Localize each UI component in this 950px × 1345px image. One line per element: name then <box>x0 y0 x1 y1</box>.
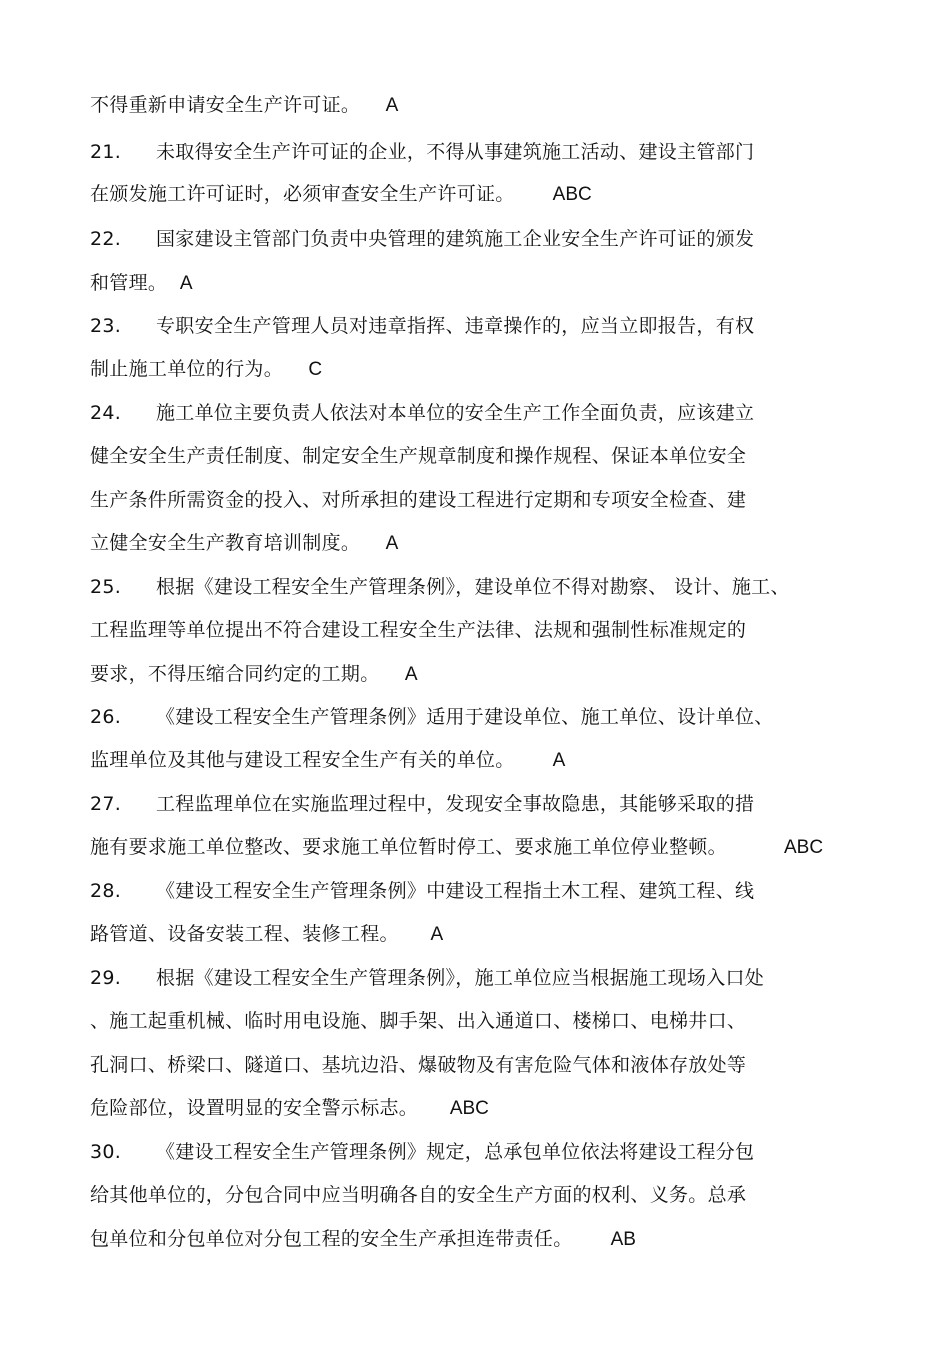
line-text: 制止施工单位的行为。 <box>90 358 284 380</box>
line-text: 《建设工程安全生产管理条例》中建设工程指土木工程、建筑工程、线 <box>156 880 755 902</box>
answer-key: ABC <box>552 184 592 205</box>
line-text: 《建设工程安全生产管理条例》规定，总承包单位依法将建设工程分包 <box>156 1141 755 1163</box>
text-line <box>90 530 920 557</box>
line-text: 路管道、设备安装工程、装修工程。 <box>90 923 399 945</box>
line-text: 在颁发施工许可证时，必须审查安全生产许可证。 <box>90 183 515 205</box>
text-line <box>90 617 920 643</box>
question-line <box>90 139 920 165</box>
line-text: 孔洞口、桥梁口、隧道口、基坑边沿、爆破物及有害危险气体和液体存放处等 <box>90 1054 747 1076</box>
question-number: 23. <box>90 315 122 337</box>
text-line <box>90 1182 920 1208</box>
line-text: 施有要求施工单位整改、要求施工单位暂时停工、要求施工单位停业整顿。 <box>90 836 727 858</box>
question-number: 26. <box>90 706 122 728</box>
text-line <box>90 181 920 208</box>
text-line <box>90 1095 920 1122</box>
line-text: 工程监理等单位提出不符合建设工程安全生产法律、法规和强制性标准规定的 <box>90 619 747 641</box>
question-line <box>90 1139 920 1165</box>
line-text: 、施工起重机械、临时用电设施、脚手架、出入通道口、楼梯口、电梯井口、 <box>90 1010 747 1032</box>
text-line <box>90 443 920 469</box>
question-number: 28. <box>90 880 122 902</box>
line-text: 根据《建设工程安全生产管理条例》，施工单位应当根据施工现场入口处 <box>156 967 765 989</box>
line-text: 《建设工程安全生产管理条例》适用于建设单位、施工单位、设计单位、 <box>156 706 774 728</box>
line-text: 给其他单位的，分包合同中应当明确各自的安全生产方面的权利、义务。总承 <box>90 1184 747 1206</box>
text-line <box>90 1226 920 1253</box>
line-text: 工程监理单位在实施监理过程中，发现安全事故隐患，其能够采取的措 <box>156 793 755 815</box>
answer-key: A <box>552 750 566 771</box>
line-text: 未取得安全生产许可证的企业，不得从事建筑施工活动、建设主管部门 <box>156 141 755 163</box>
line-text: 施工单位主要负责人依法对本单位的安全生产工作全面负责，应该建立 <box>156 402 755 424</box>
line-text: 要求，不得压缩合同约定的工期。 <box>90 663 380 685</box>
question-line <box>90 226 920 252</box>
answer-key: A <box>430 924 444 945</box>
text-line <box>90 487 920 513</box>
answer-key: ABC <box>783 837 824 858</box>
question-line <box>90 791 920 817</box>
question-line <box>90 704 920 730</box>
text-line <box>90 270 920 297</box>
question-number: 29. <box>90 967 122 989</box>
answer-key: A <box>404 664 418 685</box>
line-text: 健全安全生产责任制度、制定安全生产规章制度和操作规程、保证本单位安全 <box>90 445 747 467</box>
answer-key: A <box>179 273 193 294</box>
question-number: 30. <box>90 1141 122 1163</box>
line-text: 生产条件所需资金的投入、对所承担的建设工程进行定期和专项安全检查、建 <box>90 489 747 511</box>
answer-key: ABC <box>449 1098 489 1119</box>
answer-key: A <box>385 95 399 116</box>
text-line <box>90 1008 920 1034</box>
text-line <box>90 661 920 688</box>
question-line <box>90 965 920 991</box>
text-line <box>90 747 920 774</box>
question-line <box>90 400 920 426</box>
text-line <box>90 834 920 861</box>
answer-key: AB <box>610 1229 636 1250</box>
line-text: 立健全安全生产教育培训制度。 <box>90 532 361 554</box>
question-line <box>90 878 920 904</box>
answer-key: A <box>385 533 399 554</box>
text-line <box>90 921 920 948</box>
line-text: 包单位和分包单位对分包工程的安全生产承担连带责任。 <box>90 1228 573 1250</box>
line-text: 不得重新申请安全生产许可证。 <box>90 94 361 116</box>
question-line <box>90 313 920 339</box>
text-line <box>90 356 920 383</box>
question-number: 21. <box>90 141 122 163</box>
line-text: 监理单位及其他与建设工程安全生产有关的单位。 <box>90 749 515 771</box>
question-number: 24. <box>90 402 122 424</box>
line-text: 和管理。 <box>90 272 168 294</box>
question-number: 27. <box>90 793 122 815</box>
question-line <box>90 574 920 600</box>
line-text: 危险部位，设置明显的安全警示标志。 <box>90 1097 419 1119</box>
line-text: 国家建设主管部门负责中央管理的建筑施工企业安全生产许可证的颁发 <box>156 228 755 250</box>
text-line <box>90 92 920 119</box>
line-text: 根据《建设工程安全生产管理条例》，建设单位不得对勘察、 设计、施工、 <box>156 576 790 598</box>
answer-key: C <box>308 359 323 380</box>
text-line <box>90 1052 920 1078</box>
line-text: 专职安全生产管理人员对违章指挥、违章操作的，应当立即报告，有权 <box>156 315 755 337</box>
question-number: 22. <box>90 228 122 250</box>
question-number: 25. <box>90 576 122 598</box>
